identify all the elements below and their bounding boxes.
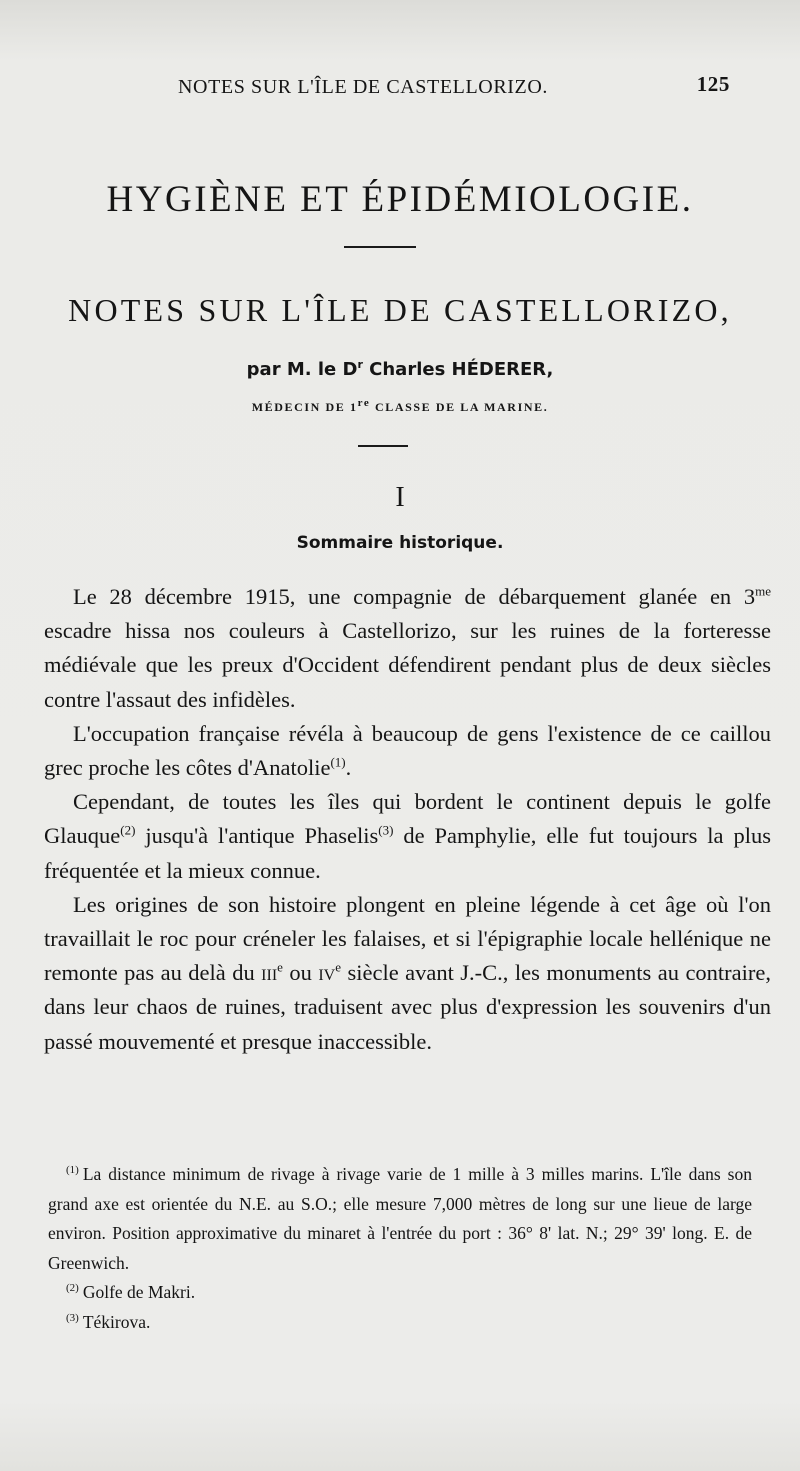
affiliation-superscript: re [357, 397, 371, 409]
ordinal-superscript: e [277, 959, 283, 975]
footnote-marker: (3) [66, 1311, 79, 1324]
divider-rule [358, 445, 408, 447]
paragraph-text: Le 28 décembre 1915, une compagnie de débarquement glanée en 3 [73, 584, 756, 609]
footnotes [48, 1160, 752, 1337]
ordinal-superscript: me [755, 583, 771, 599]
paragraph-text: L'occupation française révéla à beaucoup de gens l'existence de ce caillou grec proche les côtes d'Anatolie [44, 720, 771, 781]
paragraph [44, 785, 771, 888]
part-number: I [395, 482, 405, 513]
footnote-reference: (1) [330, 754, 346, 770]
paragraph-text: . [345, 755, 352, 781]
running-head [178, 72, 730, 102]
affiliation-prefix: MÉDECIN DE 1 [251, 400, 358, 414]
footnote [48, 1278, 752, 1308]
footnote [48, 1160, 752, 1278]
author-affiliation [0, 397, 800, 415]
footnote-text: Tékirova. [82, 1311, 151, 1332]
page-number: 125 [696, 72, 730, 96]
author-byline [0, 358, 800, 380]
footnote-text: Golfe de Makri. [82, 1282, 196, 1302]
footnote-text: La distance minimum de rivage à rivage varie de 1 mille à 3 milles marins. L'île dans son grand axe est orientée du N.E. au S.O.; elle mesure 7,000 mètres de long sur une lieue de large environ. Position approximative du minaret à l'entrée du port : 36° 8' lat. N.; 29° 39' long. E. de Greenwich. [48, 1164, 752, 1273]
paragraph-text: escadre hissa nos couleurs à Castellorizo, sur les ruines de la forteresse médiévale que les preux d'Occident défendirent pendant plus de deux siècles contre l'assaut des infidèles. [44, 618, 771, 712]
paragraph-text: Les origines de son histoire plongent en pleine légende à cet âge où l'on travaillait le roc pour créneler les falaises, et si l'épigraphie locale hellénique ne remonte pas au delà du [44, 891, 771, 986]
roman-numeral: iv [318, 960, 336, 986]
paragraph [44, 580, 771, 717]
section-title: HYGIÈNE ET ÉPIDÉMIOLOGIE. [106, 179, 694, 220]
roman-numeral: iii [261, 960, 278, 986]
byline-prefix: par M. le D [246, 359, 358, 380]
paragraph-text: de Pamphylie, elle fut toujours la plus fréquentée et la mieux connue. [44, 823, 771, 883]
body-text [44, 580, 771, 1059]
byline-superscript: r [357, 358, 363, 371]
footnote-marker: (1) [66, 1164, 79, 1177]
paragraph-text: siècle avant J.-C., les monuments au contraire, dans leur chaos de ruines, traduisent avec plus d'expression les souvenirs d'un passé mouvementé et presque inaccessible. [44, 960, 772, 1054]
paragraph [44, 888, 771, 1059]
running-head-title: NOTES SUR L'ÎLE DE CASTELLORIZO. [178, 76, 549, 98]
footnote-marker: (2) [66, 1282, 79, 1295]
footnote [48, 1308, 752, 1338]
paragraph-text: jusqu'à l'antique Phaselis [135, 823, 379, 849]
affiliation-suffix: CLASSE DE LA MARINE. [370, 400, 549, 414]
article-title: NOTES SUR L'ÎLE DE CASTELLORIZO, [68, 292, 732, 328]
footnote-reference: (3) [378, 822, 394, 838]
footnote-reference: (2) [120, 822, 136, 838]
paragraph-text: ou [282, 960, 319, 986]
divider-rule [344, 246, 416, 248]
paragraph-text: Cependant, de toutes les îles qui bordent le continent depuis le golfe Glauque [44, 789, 771, 849]
paragraph [44, 717, 771, 785]
subheading: Sommaire historique. [296, 533, 504, 553]
ordinal-superscript: e [335, 959, 342, 975]
byline-author-name: Charles HÉDERER, [362, 359, 554, 380]
